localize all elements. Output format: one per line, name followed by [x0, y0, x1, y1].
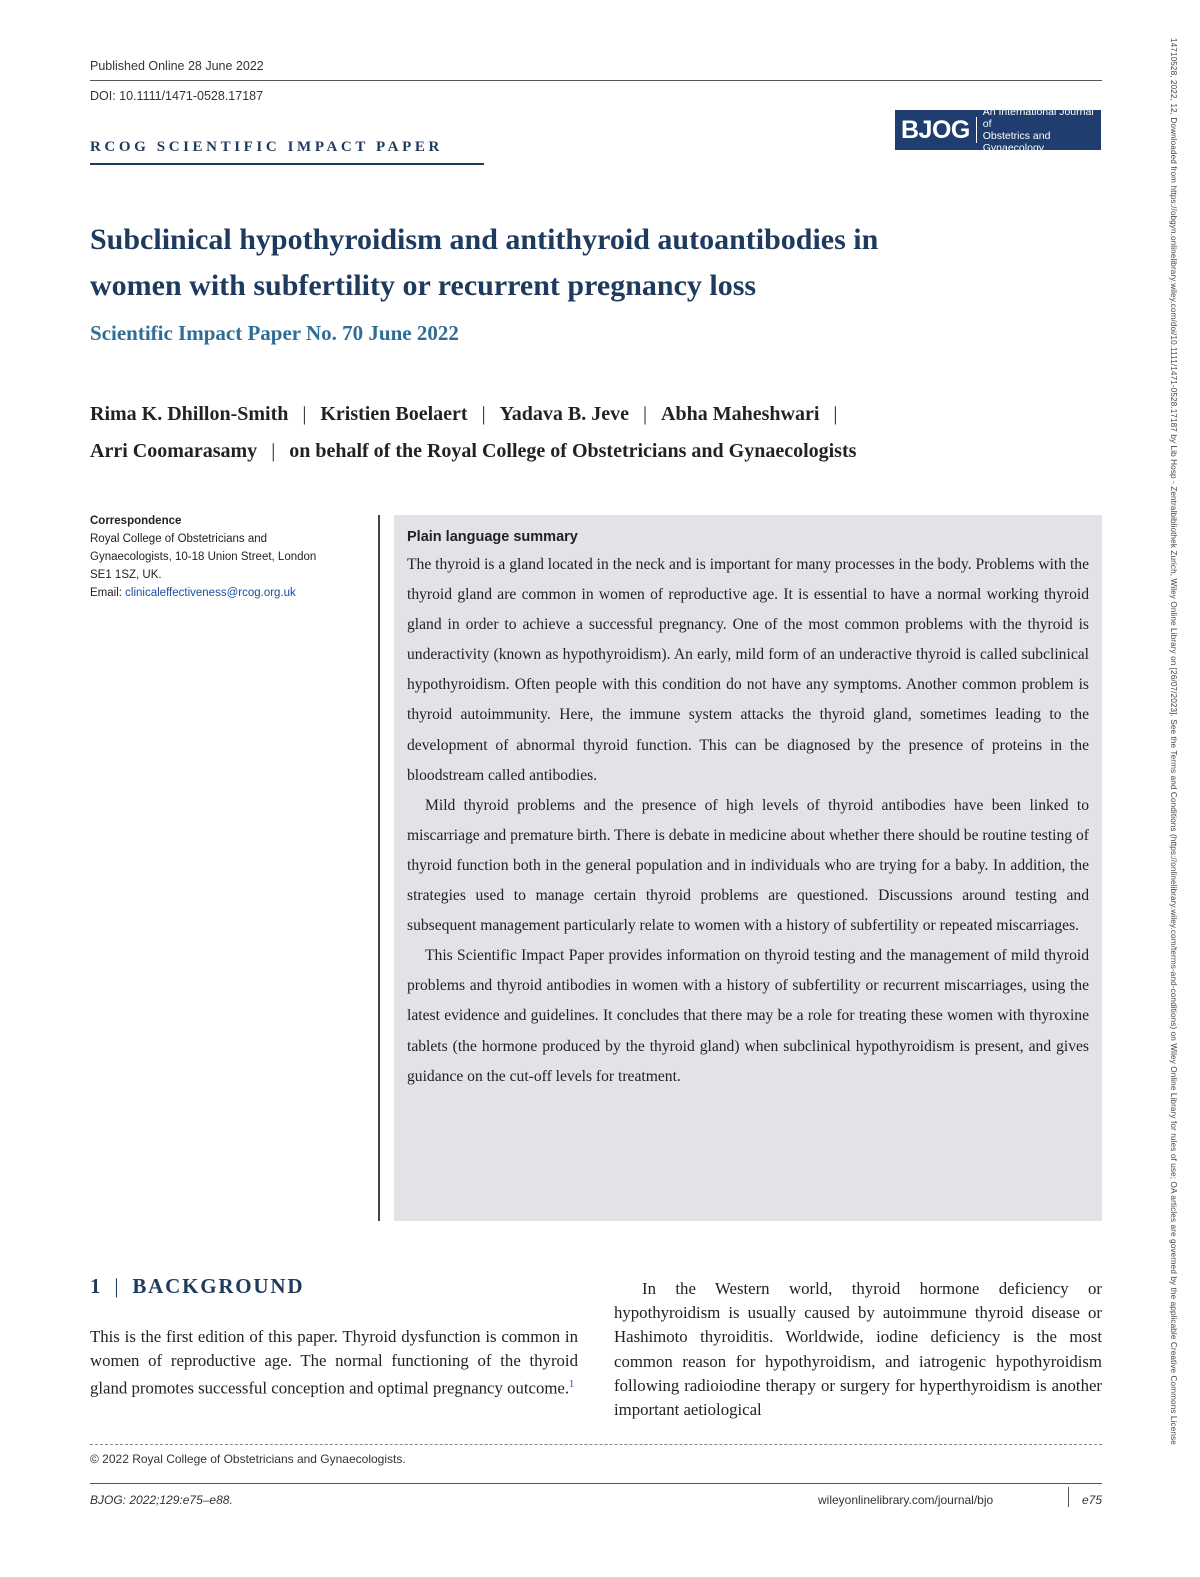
author-separator: |	[833, 403, 838, 425]
logo-subtitle	[983, 106, 1101, 154]
section-title: BACKGROUND	[132, 1274, 305, 1298]
article-subtitle: Scientific Impact Paper No. 70 June 2022	[90, 321, 459, 345]
section-bar: |	[114, 1274, 121, 1298]
summary-paragraph-1: The thyroid is a gland located in the neck and is important for many processes in the body. Problems with the thyroid gland are common in women of reproductive age. It is essential to have a normal working thyroid gland in order to achieve a successful pregnancy. One of the most common problems with the thyroid is underactivity (known as hypothyroidism). An early, mild form of an underactive thyroid is called subclinical hypothyroidism. Often people with this condition do not have any symptoms. Another common problem is thyroid autoimmunity. Here, the immune system attacks the thyroid gland, sometimes leading to the development of abnormal thyroid function. This can be diagnosed by the presence of proteins in the bloodstream called antibodies.	[407, 556, 1089, 784]
author-group: on behalf of the Royal College of Obstetricians and Gynaecologists	[289, 440, 857, 462]
author-list	[90, 396, 1100, 470]
plain-language-summary	[394, 515, 1102, 1221]
author-5[interactable]: Arri Coomarasamy	[90, 440, 258, 462]
background-left-text: This is the first edition of this paper. Thyroid dysfunction is common in women of reproductive age. The normal functioning of the thyroid gland promotes successful conception and optimal pregnancy outcome.	[90, 1327, 578, 1398]
summary-heading: Plain language summary	[407, 529, 578, 545]
column-divider	[378, 515, 380, 1221]
author-separator: |	[643, 403, 648, 425]
title-line-1: Subclinical hypothyroidism and antithyroid autoantibodies in	[90, 223, 879, 256]
citation: BJOG: 2022;129:e75–e88.	[90, 1493, 233, 1507]
correspondence-email-row	[90, 584, 360, 602]
section-heading-background	[90, 1274, 304, 1299]
footer-divider	[1068, 1487, 1069, 1507]
footer-rule	[90, 1483, 1102, 1484]
doi[interactable]: DOI: 10.1111/1471-0528.17187	[90, 89, 264, 103]
author-separator: |	[271, 440, 276, 462]
header-rule	[90, 80, 1102, 81]
author-separator: |	[302, 403, 307, 425]
author-1[interactable]: Rima K. Dhillon-Smith	[90, 403, 289, 425]
section-label-underline	[90, 163, 484, 165]
email-link[interactable]: clinicaleffectiveness@rcog.org.uk	[125, 587, 296, 599]
author-line-2	[90, 433, 1100, 470]
correspondence-heading: Correspondence	[90, 515, 182, 527]
email-label: Email:	[90, 587, 126, 599]
reference-1[interactable]: 1	[569, 1379, 575, 1391]
author-4[interactable]: Abha Maheshwari	[661, 403, 820, 425]
correspondence-block	[90, 512, 360, 602]
correspondence-address-1: Royal College of Obstetricians and	[90, 533, 268, 545]
title-line-2: women with subfertility or recurrent pregnancy loss	[90, 269, 757, 302]
journal-logo[interactable]	[895, 106, 1101, 154]
section-number: 1	[90, 1274, 103, 1298]
logo-divider	[976, 117, 977, 143]
journal-url[interactable]: wileyonlinelibrary.com/journal/bjo	[818, 1493, 994, 1507]
article-title	[90, 217, 1100, 309]
logo-subtitle-line1: An International Journal of	[982, 106, 1094, 130]
background-right-paragraph: In the Western world, thyroid hormone deficiency or hypothyroidism is usually caused by autoimmune thyroid disease or Hashimoto thyroiditis. Worldwide, iodine deficiency is the most common reason for hypothyroidism, and iatrogenic hypothyroidism following radioiodine therapy or surgery for hyperthyroidism is another important aetiological	[614, 1279, 1102, 1420]
section-label: RCOG SCIENTIFIC IMPACT PAPER	[90, 139, 443, 155]
summary-paragraph-3: This Scientific Impact Paper provides information on thyroid testing and the management of mild thyroid problems and thyroid antibodies in women with a history of subfertility or recurrent miscarriages, using the latest evidence and guidelines. It concludes that there may be a role for treating these women with thyroxine tablets (the hormone produced by the thyroid gland) when subclinical hypothyroidism is present, and gives guidance on the cut-off levels for treatment.	[407, 947, 1089, 1085]
correspondence-address-2: Gynaecologists, 10-18 Union Street, London	[90, 551, 317, 563]
background-left-paragraph	[90, 1325, 578, 1401]
author-line-1	[90, 396, 1100, 433]
author-separator: |	[481, 403, 486, 425]
summary-paragraph-2: Mild thyroid problems and the presence of high levels of thyroid antibodies have been linked to miscarriage and premature birth. There is debate in medicine about whether there should be routine testing of thyroid function both in the general population and in individuals who are trying for a baby. In addition, the strategies used to manage certain thyroid problems are questioned. Discussions around testing and subsequent management particularly relate to women with a history of subfertility or repeated miscarriages.	[407, 796, 1089, 935]
download-notice: 14710528, 2022, 12, Downloaded from https://obgyn.onlinelibrary.wiley.com/doi/10.1111/1471-0528.17187 by Lib Hosp - Zentralbibliothek Zurich, Wiley Online Library on [26/07/2023]. See the Terms and Conditions (https://onlinelibrary.wiley.com/terms-and-conditions) on Wiley Online Library for rules of use; OA articles are governed by the applicable Creative Commons License	[1169, 38, 1178, 1445]
published-date: Published Online 28 June 2022	[90, 59, 264, 73]
page-number: e75	[1082, 1493, 1103, 1507]
author-3[interactable]: Yadava B. Jeve	[499, 403, 630, 425]
logo-abbrev: BJOG	[901, 115, 970, 144]
logo-subtitle-line2: Obstetrics and Gynaecology	[982, 130, 1051, 154]
author-2[interactable]: Kristien Boelaert	[320, 403, 468, 425]
footer-dashed-rule	[90, 1444, 1102, 1445]
copyright: © 2022 Royal College of Obstetricians and Gynaecologists.	[90, 1452, 406, 1466]
correspondence-address-3: SE1 1SZ, UK.	[90, 569, 162, 581]
